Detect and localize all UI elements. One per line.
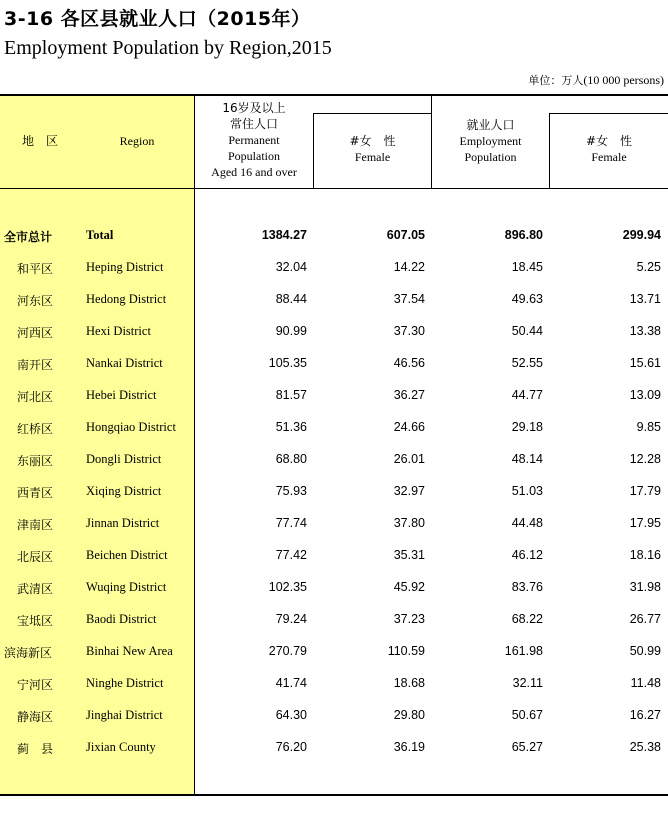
region-name-cn: 东丽区 <box>17 454 54 468</box>
table-row <box>0 316 668 348</box>
cell-pop: 75.93 <box>275 484 307 498</box>
region-name-en: Baodi District <box>86 612 157 626</box>
cell-pop-f: 29.80 <box>393 708 425 722</box>
region-name-cn: 静海区 <box>17 710 54 724</box>
region-name-en: Beichen District <box>86 548 168 562</box>
cell-pop-f: 37.23 <box>393 612 425 626</box>
region-name-en: Ninghe District <box>86 676 164 690</box>
cell-pop: 88.44 <box>275 292 307 306</box>
region-name-cn: 蓟 县 <box>17 742 54 756</box>
header-col2 <box>314 133 431 165</box>
cell-emp: 65.27 <box>511 740 543 754</box>
table-row <box>0 412 668 444</box>
table-row <box>0 572 668 604</box>
header-col1-cn-line2: 常住人口 <box>229 117 278 131</box>
cell-emp-f: 5.25 <box>636 260 661 274</box>
region-name-cn: 宁河区 <box>17 678 54 692</box>
cell-emp-f: 17.95 <box>629 516 661 530</box>
cell-emp: 44.77 <box>511 388 543 402</box>
cell-emp: 18.45 <box>511 260 543 274</box>
cell-pop: 81.57 <box>275 388 307 402</box>
region-name-en: Dongli District <box>86 452 162 466</box>
unit-label-en: (10 000 persons) <box>583 73 664 87</box>
cell-emp-f: 50.99 <box>629 644 661 658</box>
cell-pop-f: 26.01 <box>393 452 425 466</box>
table-row <box>0 668 668 700</box>
cell-pop: 1384.27 <box>261 228 307 242</box>
cell-pop: 79.24 <box>275 612 307 626</box>
table-row <box>0 604 668 636</box>
region-name-en: Hongqiao District <box>86 420 176 434</box>
cell-pop: 270.79 <box>268 644 307 658</box>
cell-emp: 50.67 <box>511 708 543 722</box>
header-region-en: Region <box>119 134 155 148</box>
cell-emp: 32.11 <box>512 676 543 690</box>
cell-emp: 44.48 <box>511 516 543 530</box>
cell-pop-f: 46.56 <box>393 356 425 370</box>
region-name-cn: 全市总计 <box>4 230 53 244</box>
header-col1 <box>195 100 313 180</box>
cell-pop: 102.35 <box>268 580 307 594</box>
cell-emp-f: 9.85 <box>636 420 661 434</box>
cell-pop-f: 35.31 <box>393 548 425 562</box>
table-row <box>0 476 668 508</box>
header-col3-en-line1: Employment <box>459 134 522 148</box>
table-row <box>0 380 668 412</box>
header-col3-en-line2: Population <box>464 150 517 164</box>
cell-pop-f: 24.66 <box>393 420 425 434</box>
table-row <box>0 444 668 476</box>
cell-emp: 49.63 <box>511 292 543 306</box>
cell-emp-f: 18.16 <box>629 548 661 562</box>
cell-emp: 48.14 <box>511 452 543 466</box>
region-name-en: Jinghai District <box>86 708 163 722</box>
cell-emp: 161.98 <box>504 644 543 658</box>
region-name-en: Hedong District <box>86 292 167 306</box>
table-row <box>0 700 668 732</box>
region-name-cn: 红桥区 <box>17 422 54 436</box>
table-row <box>0 732 668 764</box>
table-bottom-rule <box>0 794 668 796</box>
cell-pop-f: 14.22 <box>393 260 425 274</box>
cell-pop-f: 37.54 <box>393 292 425 306</box>
region-name-en: Hebei District <box>86 388 157 402</box>
cell-emp-f: 15.61 <box>629 356 661 370</box>
region-name-en: Xiqing District <box>86 484 162 498</box>
cell-pop: 32.04 <box>275 260 307 274</box>
region-name-cn: 滨海新区 <box>4 646 53 660</box>
header-col4-cn: #女 性 <box>585 134 633 148</box>
cell-pop: 51.36 <box>275 420 307 434</box>
cell-emp-f: 299.94 <box>622 228 661 242</box>
region-name-cn: 津南区 <box>17 518 54 532</box>
cell-emp-f: 13.09 <box>629 388 661 402</box>
page-title-cn: 3-16 各区县就业人口（2015年） <box>4 8 311 30</box>
cell-pop-f: 607.05 <box>386 228 425 242</box>
cell-pop-f: 110.59 <box>387 644 425 658</box>
header-col1-en-line1: Permanent <box>228 133 280 147</box>
cell-emp: 29.18 <box>511 420 543 434</box>
cell-pop-f: 36.27 <box>393 388 425 402</box>
region-name-cn: 河西区 <box>17 326 54 340</box>
table-row-total <box>0 220 668 252</box>
cell-emp: 83.76 <box>511 580 543 594</box>
header-col4-en: Female <box>591 150 627 164</box>
region-name-en: Jinnan District <box>86 516 160 530</box>
cell-pop: 64.30 <box>275 708 307 722</box>
cell-pop-f: 37.80 <box>393 516 425 530</box>
cell-emp-f: 11.48 <box>630 676 661 690</box>
table-row <box>0 636 668 668</box>
cell-emp: 51.03 <box>511 484 543 498</box>
cell-pop-f: 18.68 <box>393 676 425 690</box>
cell-emp: 896.80 <box>504 228 543 242</box>
cell-emp: 46.12 <box>511 548 543 562</box>
region-name-cn: 西青区 <box>17 486 54 500</box>
cell-pop: 105.35 <box>268 356 307 370</box>
table-row <box>0 508 668 540</box>
header-sub-rule-right <box>549 113 668 114</box>
cell-emp-f: 13.38 <box>629 324 661 338</box>
unit-label <box>528 72 664 88</box>
cell-emp-f: 25.38 <box>629 740 661 754</box>
cell-pop: 77.42 <box>275 548 307 562</box>
region-name-en: Wuqing District <box>86 580 167 594</box>
region-name-en: Jixian County <box>86 740 156 754</box>
header-col2-cn: #女 性 <box>349 134 396 148</box>
region-name-cn: 北辰区 <box>17 550 54 564</box>
region-name-en: Hexi District <box>86 324 151 338</box>
cell-emp: 68.22 <box>511 612 543 626</box>
cell-pop-f: 36.19 <box>393 740 425 754</box>
header-col1-cn-line1: 16岁及以上 <box>222 101 286 115</box>
page-title-en: Employment Population by Region,2015 <box>4 37 332 59</box>
cell-emp-f: 31.98 <box>629 580 661 594</box>
region-name-cn: 河东区 <box>17 294 54 308</box>
region-name-cn: 武清区 <box>17 582 54 596</box>
table-row <box>0 252 668 284</box>
cell-pop: 77.74 <box>275 516 307 530</box>
table-row <box>0 284 668 316</box>
cell-pop-f: 45.92 <box>393 580 425 594</box>
region-name-cn: 和平区 <box>17 262 54 276</box>
header-col3-cn: 就业人口 <box>466 118 515 132</box>
header-col4 <box>550 133 668 165</box>
cell-pop: 68.80 <box>275 452 307 466</box>
header-col1-en-line3: Aged 16 and over <box>211 165 297 179</box>
region-name-cn: 河北区 <box>17 390 54 404</box>
cell-emp: 52.55 <box>511 356 543 370</box>
header-sub-rule-left <box>313 113 431 114</box>
region-name-cn: 南开区 <box>17 358 54 372</box>
region-name-cn: 宝坻区 <box>17 614 54 628</box>
region-name-en: Nankai District <box>86 356 163 370</box>
table-row <box>0 540 668 572</box>
cell-emp-f: 12.28 <box>629 452 661 466</box>
cell-pop: 41.74 <box>275 676 307 690</box>
cell-pop-f: 32.97 <box>393 484 425 498</box>
cell-pop: 90.99 <box>275 324 307 338</box>
header-col3 <box>432 117 549 165</box>
region-name-en: Binhai New Area <box>86 644 173 658</box>
cell-emp-f: 13.71 <box>629 292 661 306</box>
region-name-en: Total <box>86 228 114 242</box>
unit-label-cn: 单位：万人 <box>528 74 584 87</box>
header-region-cn: 地 区 <box>21 134 58 148</box>
cell-emp-f: 17.79 <box>629 484 661 498</box>
cell-emp-f: 16.27 <box>629 708 661 722</box>
cell-emp: 50.44 <box>511 324 543 338</box>
table-row <box>0 348 668 380</box>
region-name-en: Heping District <box>86 260 164 274</box>
header-col1-en-line2: Population <box>227 149 280 163</box>
cell-pop: 76.20 <box>275 740 307 754</box>
cell-emp-f: 26.77 <box>629 612 661 626</box>
header-col2-en: Female <box>354 150 391 164</box>
cell-pop-f: 37.30 <box>393 324 425 338</box>
